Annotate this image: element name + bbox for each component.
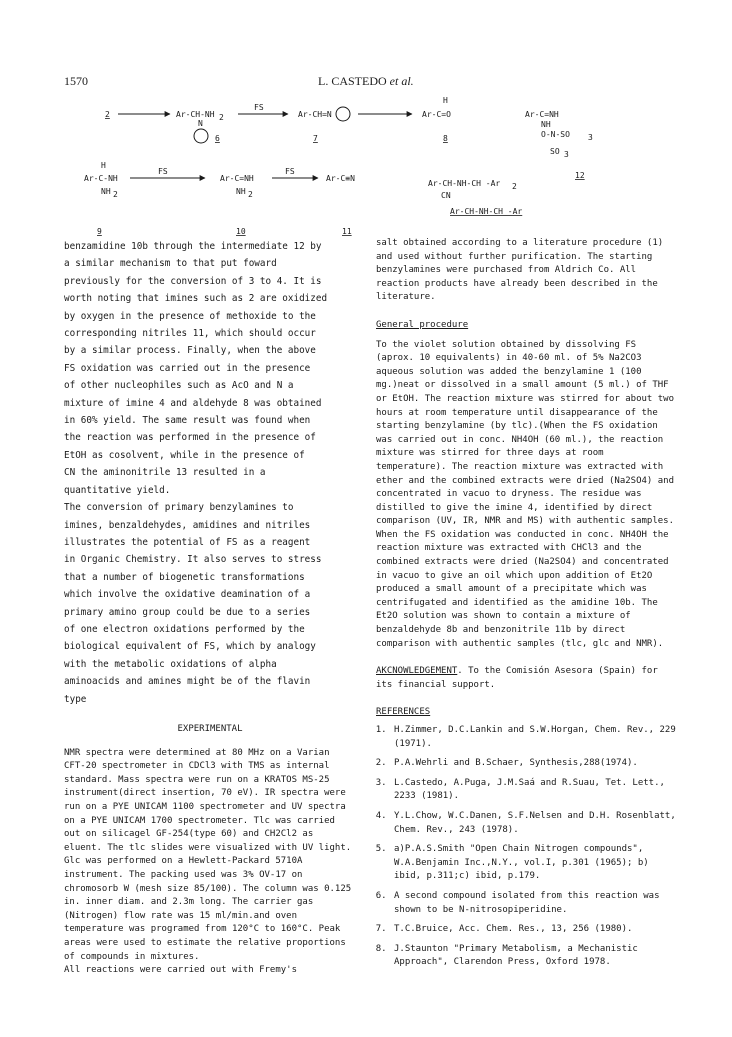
page-number: 1570 [64,74,88,88]
compound-12-formula: Ar-C=NH [525,110,559,119]
compound-13-formula: Ar-CH-NH-CH -Ar [428,179,501,188]
experimental-heading: EXPERIMENTAL [177,724,243,734]
compound-7-formula: Ar-CH=N [298,110,332,119]
discussion-line: benzamidine 10b through the intermediate 12 by [64,241,322,252]
svg-text:CN: CN [441,191,451,200]
procedure-intro: salt obtained according to a literature procedure (1) and used without further purification. The starting benzylamines were purchased from Aldrich Co. All reaction products have already been described in the literature. [376,238,664,303]
left-column: benzamidine 10b through the intermediate 12 by a similar mechanism to that put foward previously for the conversion of 3 to 4. It is worth noting that imines such as 2 are oxidized by oxygen in the presence of methoxide to the corresponding nitriles 11, which should occur by a similar process. Finally, when the above FS oxidation was carried out in the presence of other nucleophiles such as AcO and N a mixture of imine 4 and aldehyde 8 was obtained in 60% yield. The same result was found when the reaction was performed in the presence of EtOH as cosolvent, while in the presence of CN the aminonitrile 13 resulted in a quantitative yield. The conversion of primary benzylamines to imines, benzaldehydes, amidines and nitriles illustrates the potential of FS as a reagent in Organic Chemistry. It also serves to stress that a number of biogenetic transformations which involve the oxidative deamination of a primary amino group could be due to a series of one electron oxidations performed by the biological equivalent of FS, which by analogy with the metabolic oxidations of alpha aminoacids and amines might be of the flavin type [64,238,356,708]
compound-6-label: 6 [215,134,220,143]
svg-text:3: 3 [564,150,569,159]
experimental-section: EXPERIMENTAL NMR spectra were determined at 80 MHz on a Varian CFT-20 spectrometer in CDCl3 with TMS as internal standard. Mass spectra were run on a KRATOS MS-25 instrument(direct insertion, 70 eV). IR spectra were run on a PYE UNICAM 1100 spectrometer and UV spectra on a PYE UNICAM 1700 spectrometer. Tlc was carried out on silicagel GF-254(type 60) and CH2Cl2 as eluent. The tlc slides were visualized with UV light. Glc was performed on a Hewlett-Packard 5710A instrument. The packing used was 3% OV-17 on chromosorb W (mesh size 85/100). The column was 0.125 in. inner diam. and 2.3m long. The carrier gas (Nitrogen) flow rate was 15 ml/min.and oven temperature was programed from 120°C to 160°C. Peak areas were used to estimate the relative proportions of compounds in mixtures. All reactions were carried out with Fremy's [64,723,356,978]
reference-item: 4. Y.L.Chow, W.C.Danen, S.F.Nelsen and D.H. Rosenblatt, Chem. Rev., 243 (1978). [392,810,676,837]
reference-item: 3. L.Castedo, A.Puga, J.M.Saá and R.Suau, Tet. Lett., 2233 (1981). [392,777,676,804]
reference-item: 5. a)P.A.S.Smith "Open Chain Nitrogen compounds", W.A.Benjamin Inc.,N.Y., vol.I, p.301 (1965); b) ibid, p.311;c) ibid, p.179. [392,843,676,884]
compound-11-label: 11 [342,227,352,236]
right-column [376,237,676,976]
reference-item: 1. H.Zimmer, D.C.Lankin and S.W.Horgan, Chem. Rev., 229 (1971). [392,724,676,751]
svg-text:NH: NH [541,120,551,129]
svg-text:2: 2 [219,113,224,122]
compound-12-label: 12 [575,171,585,180]
svg-text:2: 2 [512,182,517,191]
reaction-scheme [0,88,732,238]
experimental-text: NMR spectra were determined at 80 MHz on a Varian CFT-20 spectrometer in CDCl3 with TMS as internal standard. Mass spectra were run on a KRATOS MS-25 instrument(direct insertion, 70 eV). IR spectra were run on a PYE UNICAM 1100 spectrometer and UV spectra on a PYE UNICAM 1700 spectrometer. Tlc was carried out on silicagel GF-254(type 60) and CH2Cl2 as eluent. The tlc slides were visualized with UV light. Glc was performed on a Hewlett-Packard 5710A instrument. The packing used was 3% OV-17 on chromosorb W (mesh size 85/100). The column was 0.125 in. inner diam. and 2.3m long. The carrier gas (Nitrogen) flow rate was 15 ml/min.and oven temperature was programed from 120°C to 160°C. Peak areas were used to estimate the relative proportions of compounds in mixtures. [64,747,352,962]
compound-7-label: 7 [313,134,318,143]
reference-item: 8. J.Staunton "Primary Metabolism, a Mechanistic Approach", Clarendon Press, Oxford 1978. [392,943,676,970]
general-procedure-heading: General procedure [376,319,469,330]
svg-text:SO: SO [550,147,560,156]
running-head: L. CASTEDO et al. [318,74,414,88]
svg-text:NH: NH [236,187,246,196]
svg-text:H: H [443,96,448,105]
reference-item: 6. A second compound isolated from this reaction was shown to be N-nitrosopiperidine. [392,890,676,917]
svg-text:3: 3 [588,133,593,142]
references-list [376,724,676,970]
general-procedure-text: To the violet solution obtained by dissolving FS (aprox. 10 equivalents) in 40-60 ml. of 5% Na2CO3 aqueous solution was added the benzylamine 1 (100 mg.)neat or dissolved in a small amount (5 ml.) of THF or EtOH. The reaction mixture was stirred for about two hours at room temperature until disappearance of the starting benzylamine (by tlc).(When the FS oxidation was carried out in conc. NH4OH (60 ml.), the reaction mixture was stirred for three days at room temperature). The reaction mixture was extracted with ether and the combined extracts were dried (Na2SO4) and concentrated in vacuo to dryness. The residue was distilled to give the imine 4, identified by direct comparison (UV, IR, NMR and MS) with authentic samples. When the FS oxidation was conducted in conc. NH4OH the reaction mixture was extracted with CHCl3 and the combined extracts were dried (Na2SO4) and concentrated in vacuo to give an oil which upon addition of Et2O produced a small amount of a precipitate which was centrifugated and identified as the amidine 10b. The Et2O solution was shown to contain a mixture of benzaldehyde 8b and benzonitrile 11b by direct comparison with authentic samples (tlc, glc and NMR). [376,339,675,649]
svg-text:FS: FS [254,103,264,112]
compound-9-label: 9 [97,227,102,236]
compound-13-label: Ar-CH-NH-CH -Ar [450,207,523,216]
svg-text:FS: FS [285,167,295,176]
compound-8-formula: Ar-C=O [422,110,451,119]
svg-text:2: 2 [113,190,118,199]
compound-8-label: 8 [443,134,448,143]
svg-text:O-N-SO: O-N-SO [541,130,570,139]
svg-text:N: N [198,119,203,128]
compound-6-formula: Ar-CH-NH [176,110,215,119]
svg-text:FS: FS [158,167,168,176]
compound-11-formula: Ar-C≡N [326,174,355,183]
reference-item: 7. T.C.Bruice, Acc. Chem. Res., 13, 256 (1980). [392,923,676,937]
svg-text:2: 2 [248,190,253,199]
svg-text:H: H [101,161,106,170]
reference-item: 2. P.A.Wehrli and B.Schaer, Synthesis,288(1974). [392,757,676,771]
acknowledgement: AKCNOWLEDGEMENT. To the Comisión Asesora (Spain) for its financial support. [376,666,658,690]
svg-text:NH: NH [101,187,111,196]
compound-10-formula: Ar-C=NH [220,174,254,183]
compound-10-label: 10 [236,227,246,236]
compound-9-formula: Ar-C-NH [84,174,118,183]
compound-2-label: 2 [105,110,110,119]
references-heading: REFERENCES [376,707,431,718]
